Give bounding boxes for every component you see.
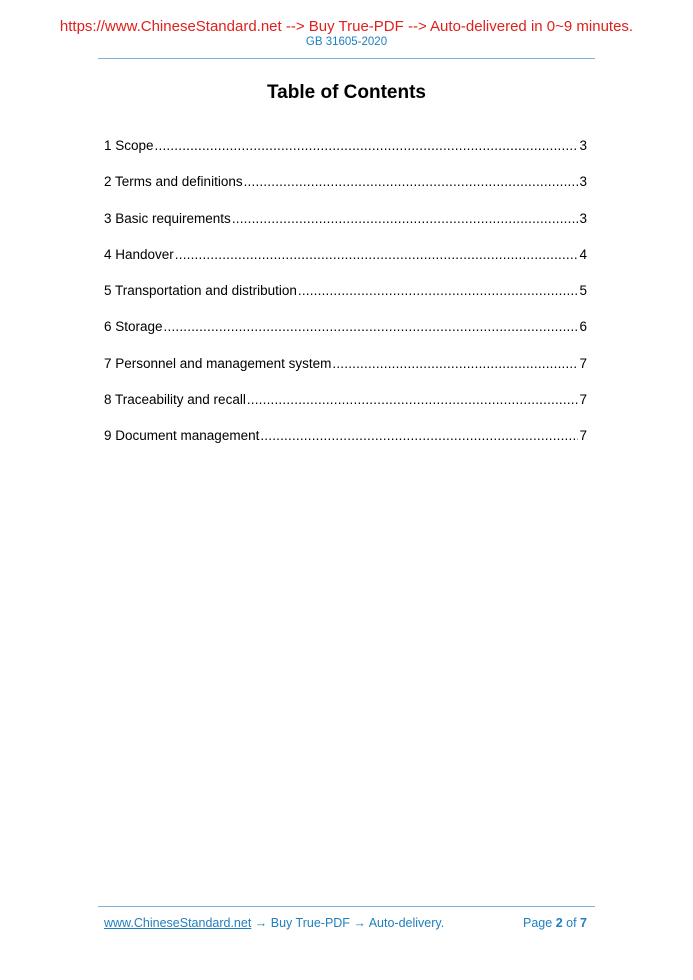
- toc-entry-label: 9 Document management: [104, 428, 260, 444]
- toc-leader-dots: [260, 426, 578, 446]
- toc-entry-label: 2 Terms and definitions: [104, 174, 243, 190]
- toc-entry-page: 4: [579, 246, 587, 262]
- header-divider: [98, 58, 595, 59]
- toc-entry-page: 3: [579, 138, 587, 153]
- toc-entry-handover[interactable]: [104, 245, 587, 281]
- toc-entry-scope[interactable]: [104, 136, 587, 172]
- toc-entry-label: 7 Personnel and management system: [104, 355, 332, 371]
- page-total: 7: [580, 916, 587, 930]
- toc-entry-label: 5 Transportation and distribution: [104, 283, 297, 299]
- toc-entry-page: 3: [579, 174, 587, 190]
- toc-entry-page: 5: [579, 283, 587, 299]
- toc-entry-label: 6 Storage: [104, 319, 163, 335]
- toc-entry-basic-requirements[interactable]: [104, 209, 587, 245]
- toc-leader-dots: [332, 354, 578, 374]
- toc-entry-page: 7: [579, 355, 587, 371]
- toc-entry-label: 8 Traceability and recall: [104, 392, 246, 408]
- toc-entry-page: 7: [579, 428, 587, 444]
- toc-entry-page: 7: [579, 392, 587, 408]
- toc-leader-dots: [247, 390, 579, 410]
- toc-leader-dots: [298, 281, 579, 301]
- toc-entry-label: 4 Handover: [104, 246, 174, 262]
- toc-entry-label: 3 Basic requirements: [104, 210, 231, 226]
- toc-leader-dots: [232, 209, 579, 229]
- toc-entry-traceability-and-recall[interactable]: [104, 390, 587, 426]
- toc-entry-page: 3: [579, 210, 587, 226]
- toc-entry-transportation-and-distribution[interactable]: [104, 281, 587, 317]
- page-footer: [104, 915, 587, 931]
- page-current: 2: [555, 916, 563, 930]
- toc-entry-terms-and-definitions[interactable]: [104, 172, 587, 208]
- toc-leader-dots: [175, 245, 579, 265]
- page-number: [523, 915, 587, 931]
- footer-site-link[interactable]: www.ChineseStandard.net: [104, 916, 252, 930]
- toc-title: Table of Contents: [266, 82, 427, 103]
- toc-list: [104, 136, 587, 463]
- toc-entry-label: 1 Scope: [104, 138, 154, 153]
- toc-entry-page: 6: [579, 319, 587, 335]
- footer-divider: [98, 906, 595, 907]
- toc-entry-document-management[interactable]: [104, 426, 587, 462]
- promo-banner[interactable]: https://www.ChineseStandard.net --> Buy True-PDF --> Auto-delivered in 0~9 minutes.: [59, 18, 634, 35]
- page-word: Page: [523, 916, 553, 930]
- toc-leader-dots: [164, 317, 579, 337]
- toc-leader-dots: [244, 172, 579, 192]
- toc-entry-storage[interactable]: [104, 317, 587, 353]
- toc-entry-personnel-and-management-system[interactable]: [104, 354, 587, 390]
- of-word: of: [566, 916, 577, 930]
- document-code: GB 31605-2020: [305, 36, 388, 48]
- toc-leader-dots: [155, 136, 579, 156]
- footer-tagline: → Buy True-PDF → Auto-delivery.: [251, 916, 445, 930]
